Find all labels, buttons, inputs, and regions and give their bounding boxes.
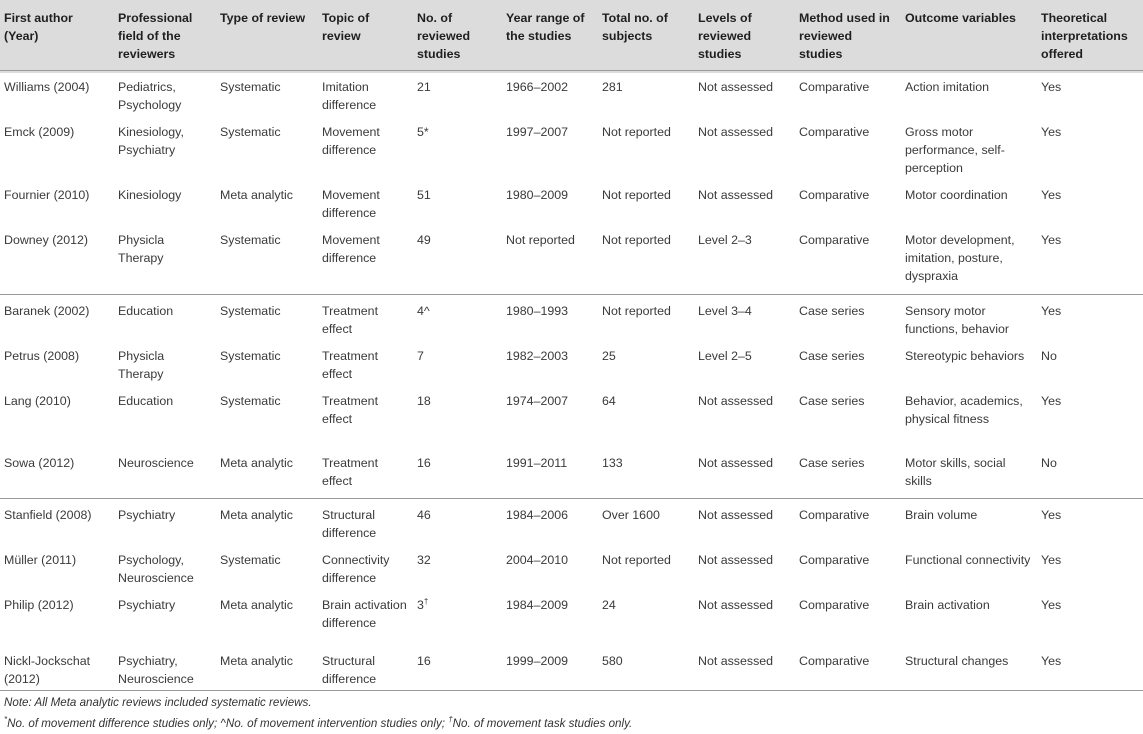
cell-text: Case series: [799, 303, 865, 318]
cell-range: [502, 645, 598, 691]
cell-text: Yes: [1041, 393, 1062, 408]
cell-range: [502, 224, 598, 294]
cell-text: Stanfield (2008): [4, 508, 92, 522]
cell-theory: [1037, 385, 1143, 447]
cell-text: Education: [118, 393, 174, 408]
cell-author: [0, 340, 114, 385]
cell-levels: [694, 544, 795, 589]
cell-outcome: [901, 385, 1037, 447]
cell-method: [795, 71, 901, 117]
cell-text: Not assessed: [698, 80, 774, 94]
table-row: [0, 645, 1143, 691]
cell-topic: [318, 544, 413, 589]
cell-text: Systematic: [220, 303, 281, 318]
note-text: No. of movement task studies only.: [452, 717, 633, 730]
cell-text: Not reported: [506, 233, 575, 247]
cell-topic: [318, 71, 413, 117]
cell-field: [114, 179, 216, 224]
cell-text: Movement difference: [322, 233, 380, 265]
cell-text: 133: [602, 455, 623, 470]
cell-text: Treatment effect: [322, 303, 379, 336]
cell-field: [114, 385, 216, 447]
cell-levels: [694, 589, 795, 645]
cell-range: [502, 340, 598, 385]
cell-n: [413, 544, 502, 589]
cell-text: Not assessed: [698, 508, 774, 522]
cell-text: Functional connectivity: [905, 553, 1031, 567]
cell-theory: [1037, 340, 1143, 385]
cell-text: Meta analytic: [220, 455, 294, 470]
cell-text: 5*: [417, 125, 429, 139]
cell-type: [216, 589, 318, 645]
cell-theory: [1037, 224, 1143, 294]
cell-text: Not assessed: [698, 553, 774, 567]
cell-method: [795, 447, 901, 499]
cell-range: [502, 71, 598, 117]
cell-subjects: [598, 544, 694, 589]
cell-topic: [318, 294, 413, 340]
cell-text: Stereotypic behaviors: [905, 348, 1025, 363]
cell-author: [0, 544, 114, 589]
cell-text: Physicla Therapy: [118, 233, 165, 265]
cell-text: Brain volume: [905, 508, 978, 522]
cell-range: [502, 294, 598, 340]
cell-n: [413, 294, 502, 340]
cell-text: Baranek (2002): [4, 303, 90, 318]
cell-n: [413, 499, 502, 545]
cell-outcome: [901, 116, 1037, 179]
cell-text: Psychology, Neuroscience: [118, 553, 194, 585]
cell-text: Structural difference: [322, 654, 377, 686]
cell-text: No: [1041, 348, 1057, 363]
cell-text: Case series: [799, 455, 865, 470]
cell-text: Downey (2012): [4, 233, 89, 247]
cell-type: [216, 340, 318, 385]
cell-text: Action imitation: [905, 80, 990, 94]
cell-text: Not assessed: [698, 125, 774, 139]
cell-author: [0, 224, 114, 294]
cell-text: 16: [417, 654, 431, 668]
cell-n: [413, 645, 502, 691]
cell-outcome: [901, 224, 1037, 294]
cell-theory: [1037, 116, 1143, 179]
cell-range: [502, 385, 598, 447]
cell-text: Kinesiology: [118, 188, 182, 202]
cell-type: [216, 544, 318, 589]
cell-text: Meta analytic: [220, 508, 294, 522]
cell-subjects: [598, 224, 694, 294]
cell-field: [114, 544, 216, 589]
cell-text: 1980–1993: [506, 303, 569, 318]
cell-text: Nickl-Jockschat (2012): [4, 654, 91, 686]
cell-range: [502, 499, 598, 545]
cell-topic: [318, 116, 413, 179]
cell-text: 18: [417, 393, 431, 408]
cell-text: Yes: [1041, 598, 1062, 612]
cell-text: Psychiatry: [118, 598, 176, 612]
cell-n: [413, 179, 502, 224]
table-body: [0, 71, 1143, 691]
cell-method: [795, 116, 901, 179]
cell-range: [502, 589, 598, 645]
cell-field: [114, 447, 216, 499]
cell-text: Treatment effect: [322, 455, 379, 488]
cell-text: Yes: [1041, 188, 1062, 202]
header-cell: Total no. of subjects: [602, 11, 668, 43]
cell-theory: [1037, 589, 1143, 645]
cell-outcome: [901, 179, 1037, 224]
cell-theory: [1037, 71, 1143, 117]
cell-method: [795, 544, 901, 589]
footnote-mark: †: [448, 715, 453, 725]
cell-n: [413, 385, 502, 447]
cell-text: 16: [417, 455, 431, 470]
cell-text: 2004–2010: [506, 553, 569, 567]
cell-topic: [318, 179, 413, 224]
cell-text: Motor skills, social skills: [905, 455, 1006, 488]
header-cell: Type of review: [220, 11, 306, 25]
cell-author: [0, 499, 114, 545]
cell-text: Gross motor performance, self-perception: [905, 125, 1005, 175]
cell-levels: [694, 294, 795, 340]
cell-text: Motor development, imitation, posture, dyspraxia: [905, 233, 1015, 283]
cell-field: [114, 589, 216, 645]
cell-type: [216, 499, 318, 545]
cell-text: Yes: [1041, 508, 1062, 522]
cell-text: Connectivity difference: [322, 553, 390, 585]
cell-text: 1991–2011: [506, 455, 568, 470]
cell-text: Systematic: [220, 553, 281, 567]
cell-topic: [318, 447, 413, 499]
cell-text: Pediatrics, Psychology: [118, 80, 182, 112]
cell-type: [216, 224, 318, 294]
cell-type: [216, 116, 318, 179]
cell-method: [795, 645, 901, 691]
cell-text: Imitation difference: [322, 80, 377, 112]
cell-text: Meta analytic: [220, 654, 294, 668]
cell-type: [216, 645, 318, 691]
cell-text: Comparative: [799, 125, 870, 139]
cell-text: 64: [602, 393, 616, 408]
cell-range: [502, 447, 598, 499]
cell-text: Over 1600: [602, 508, 660, 522]
cell-text: Level 2–3: [698, 233, 752, 247]
cell-field: [114, 71, 216, 117]
cell-text: 1984–2009: [506, 598, 569, 612]
cell-text: Not reported: [602, 553, 671, 567]
table-row: [0, 71, 1143, 117]
cell-subjects: [598, 645, 694, 691]
cell-author: [0, 447, 114, 499]
cell-text: Level 2–5: [698, 348, 752, 363]
cell-text: Müller (2011): [4, 553, 77, 567]
cell-theory: [1037, 499, 1143, 545]
cell-text: Yes: [1041, 125, 1062, 139]
cell-text: 4^: [417, 303, 430, 318]
cell-n: [413, 589, 502, 645]
cell-method: [795, 294, 901, 340]
cell-method: [795, 340, 901, 385]
cell-text: Systematic: [220, 393, 281, 408]
cell-field: [114, 340, 216, 385]
cell-type: [216, 71, 318, 117]
cell-text: Not reported: [602, 303, 671, 318]
cell-n: [413, 71, 502, 117]
cell-field: [114, 294, 216, 340]
header-cell: Method used in reviewed studies: [799, 11, 890, 61]
cell-method: [795, 499, 901, 545]
table-row: [0, 499, 1143, 545]
note-text: No. of movement difference studies only; ^No. of movement intervention studies only;: [7, 717, 449, 730]
cell-text: Case series: [799, 393, 865, 408]
cell-author: [0, 385, 114, 447]
cell-text: Comparative: [799, 188, 870, 202]
cell-text: 1997–2007: [506, 125, 569, 139]
cell-text: Not reported: [602, 233, 671, 247]
cell-topic: [318, 589, 413, 645]
cell-text: 580: [602, 654, 623, 668]
cell-text: Sowa (2012): [4, 455, 75, 470]
cell-subjects: [598, 71, 694, 117]
cell-text: Neuroscience: [118, 455, 194, 470]
cell-text: 1980–2009: [506, 188, 569, 202]
cell-subjects: [598, 447, 694, 499]
cell-text: 1966–2002: [506, 80, 569, 94]
cell-subjects: [598, 589, 694, 645]
cell-text: Kinesiology, Psychiatry: [118, 125, 184, 157]
cell-levels: [694, 447, 795, 499]
cell-field: [114, 499, 216, 545]
cell-levels: [694, 645, 795, 691]
cell-theory: [1037, 544, 1143, 589]
cell-text: Treatment effect: [322, 393, 379, 426]
cell-topic: [318, 645, 413, 691]
cell-text: Meta analytic: [220, 598, 294, 612]
cell-text: Comparative: [799, 598, 870, 612]
note-line-2: [4, 713, 632, 734]
cell-text: Treatment effect: [322, 348, 379, 381]
header-cell: No. of reviewed studies: [417, 11, 471, 61]
cell-text: 24: [602, 598, 616, 612]
cell-text: Comparative: [799, 233, 870, 247]
cell-n: [413, 224, 502, 294]
cell-type: [216, 385, 318, 447]
table-row: [0, 544, 1143, 589]
cell-method: [795, 385, 901, 447]
cell-method: [795, 179, 901, 224]
cell-text: Petrus (2008): [4, 348, 80, 363]
cell-topic: [318, 499, 413, 545]
cell-field: [114, 116, 216, 179]
cell-text: Yes: [1041, 654, 1062, 668]
cell-subjects: [598, 340, 694, 385]
table-notes: [4, 692, 632, 734]
cell-text: Not assessed: [698, 393, 774, 408]
cell-text: Not assessed: [698, 455, 774, 470]
cell-theory: [1037, 645, 1143, 691]
cell-text: Comparative: [799, 80, 870, 94]
cell-field: [114, 645, 216, 691]
cell-text: 25: [602, 348, 616, 363]
cell-levels: [694, 116, 795, 179]
header-cell: Theoretical interpretations offered: [1041, 11, 1128, 61]
cell-text: Movement difference: [322, 125, 380, 157]
cell-author: [0, 71, 114, 117]
cell-text: Not reported: [602, 188, 671, 202]
footnote-mark: *: [4, 715, 8, 725]
cell-author: [0, 645, 114, 691]
table-row: [0, 589, 1143, 645]
cell-outcome: [901, 340, 1037, 385]
cell-text: Yes: [1041, 80, 1062, 94]
cell-n: [413, 116, 502, 179]
cell-n: [413, 340, 502, 385]
cell-text: Not reported: [602, 125, 671, 139]
table-row: [0, 447, 1143, 499]
cell-type: [216, 294, 318, 340]
cell-subjects: [598, 116, 694, 179]
cell-outcome: [901, 71, 1037, 117]
footnote-mark: †: [423, 596, 429, 606]
cell-text: 46: [417, 508, 431, 522]
cell-levels: [694, 71, 795, 117]
cell-text: 281: [602, 80, 623, 94]
cell-text: 49: [417, 233, 431, 247]
header-cell: Levels of reviewed studies: [698, 11, 752, 61]
cell-text: Lang (2010): [4, 393, 71, 408]
cell-text: Not assessed: [698, 598, 774, 612]
cell-text: Psychiatry: [118, 508, 176, 522]
cell-text: Level 3–4: [698, 303, 752, 318]
cell-text: Yes: [1041, 233, 1062, 247]
cell-author: [0, 589, 114, 645]
cell-text: Meta analytic: [220, 188, 294, 202]
cell-subjects: [598, 385, 694, 447]
header-row: [0, 0, 1143, 71]
cell-type: [216, 447, 318, 499]
cell-text: 21: [417, 80, 431, 94]
table-row: [0, 224, 1143, 294]
cell-text: 32: [417, 553, 431, 567]
cell-levels: [694, 385, 795, 447]
cell-outcome: [901, 447, 1037, 499]
cell-text: Brain activation: [905, 598, 990, 612]
cell-topic: [318, 340, 413, 385]
cell-levels: [694, 340, 795, 385]
cell-text: Fournier (2010): [4, 188, 90, 202]
cell-author: [0, 294, 114, 340]
cell-text: Systematic: [220, 348, 281, 363]
table-row: [0, 294, 1143, 340]
header-cell: Year range of the studies: [506, 11, 585, 43]
cell-levels: [694, 224, 795, 294]
cell-range: [502, 179, 598, 224]
header-cell: Professional field of the reviewers: [118, 11, 193, 61]
header-cell: Topic of review: [322, 11, 370, 43]
cell-range: [502, 116, 598, 179]
cell-text: Systematic: [220, 125, 281, 139]
header-cell: Outcome variables: [905, 11, 1016, 25]
cell-author: [0, 179, 114, 224]
cell-text: Yes: [1041, 553, 1062, 567]
cell-text: Philip (2012): [4, 598, 74, 612]
cell-type: [216, 179, 318, 224]
cell-text: Education: [118, 303, 174, 318]
cell-text: Systematic: [220, 80, 281, 94]
cell-theory: [1037, 294, 1143, 340]
note-line-1: Note: All Meta analytic reviews included systematic reviews.: [4, 696, 312, 709]
cell-text: 3: [417, 598, 424, 612]
cell-subjects: [598, 179, 694, 224]
cell-levels: [694, 499, 795, 545]
table-row: [0, 116, 1143, 179]
cell-text: Brain activation difference: [322, 598, 407, 630]
cell-text: Psychiatry, Neuroscience: [118, 654, 194, 686]
cell-text: Behavior, academics, physical fitness: [905, 393, 1023, 426]
cell-range: [502, 544, 598, 589]
cell-text: Sensory motor functions, behavior: [905, 303, 1010, 336]
cell-text: 1982–2003: [506, 348, 569, 363]
cell-text: Comparative: [799, 553, 870, 567]
cell-outcome: [901, 499, 1037, 545]
table-row: [0, 385, 1143, 447]
cell-method: [795, 224, 901, 294]
cell-text: 51: [417, 188, 431, 202]
header-cell: First author (Year): [4, 11, 73, 43]
cell-text: Comparative: [799, 654, 870, 668]
cell-text: No: [1041, 455, 1057, 470]
cell-topic: [318, 224, 413, 294]
cell-text: Case series: [799, 348, 865, 363]
cell-text: Systematic: [220, 233, 281, 247]
cell-outcome: [901, 544, 1037, 589]
cell-text: Structural changes: [905, 654, 1009, 668]
cell-text: Physicla Therapy: [118, 348, 165, 381]
cell-text: 1984–2006: [506, 508, 569, 522]
cell-theory: [1037, 179, 1143, 224]
cell-text: Not assessed: [698, 654, 774, 668]
cell-subjects: [598, 499, 694, 545]
cell-text: Structural difference: [322, 508, 377, 540]
cell-text: Williams (2004): [4, 80, 90, 94]
cell-outcome: [901, 645, 1037, 691]
cell-method: [795, 589, 901, 645]
cell-n: [413, 447, 502, 499]
cell-text: Comparative: [799, 508, 870, 522]
cell-levels: [694, 179, 795, 224]
cell-outcome: [901, 294, 1037, 340]
table-row: [0, 340, 1143, 385]
cell-text: Yes: [1041, 303, 1062, 318]
cell-theory: [1037, 447, 1143, 499]
cell-text: Motor coordination: [905, 188, 1008, 202]
cell-field: [114, 224, 216, 294]
cell-text: Movement difference: [322, 188, 380, 220]
table-row: [0, 179, 1143, 224]
cell-subjects: [598, 294, 694, 340]
cell-author: [0, 116, 114, 179]
cell-outcome: [901, 589, 1037, 645]
cell-text: 7: [417, 348, 424, 363]
cell-text: Emck (2009): [4, 125, 75, 139]
cell-topic: [318, 385, 413, 447]
cell-text: Not assessed: [698, 188, 774, 202]
cell-text: 1974–2007: [506, 393, 569, 408]
cell-text: 1999–2009: [506, 654, 569, 668]
